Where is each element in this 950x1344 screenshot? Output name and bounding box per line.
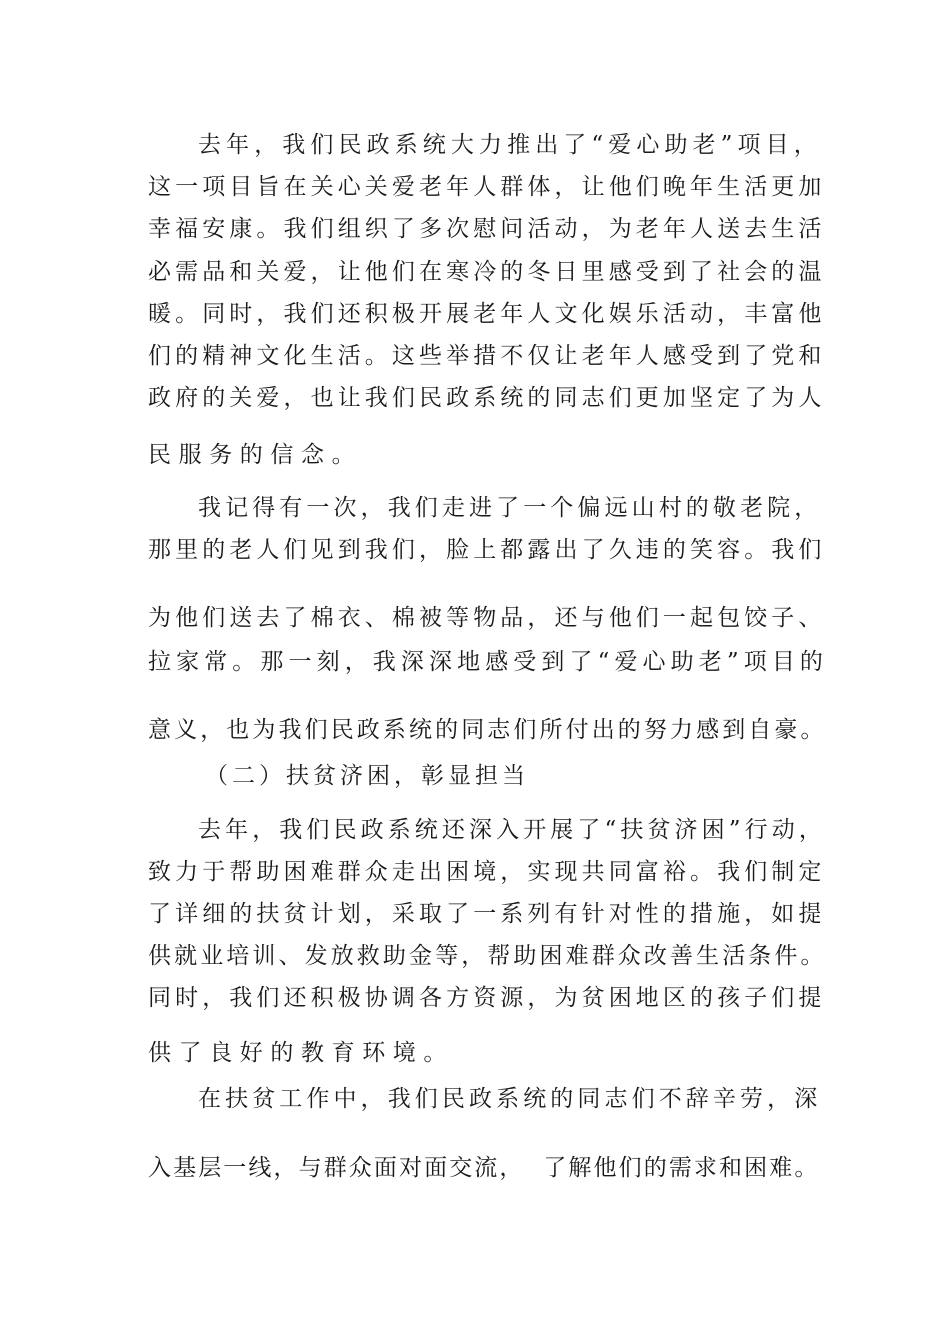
paragraph-line: 去年，我们民政系统还深入开展了“扶贫济困”行动， — [198, 817, 826, 843]
paragraph-line: 在扶贫工作中，我们民政系统的同志们不辞辛劳，深 — [198, 1086, 822, 1112]
paragraph-line: 了详细的扶贫计划，采取了一系列有针对性的措施，如提 — [148, 901, 826, 927]
paragraph-line: 民服务的信念。 — [148, 442, 363, 468]
paragraph-line: 幸福安康。我们组织了多次慰问活动，为老年人送去生活 — [148, 216, 826, 242]
paragraph-line: 供了良好的教育环境。 — [148, 1040, 454, 1066]
paragraph-line: 们的精神文化生活。这些举措不仅让老年人感受到了党和 — [148, 343, 826, 369]
paragraph-line: 那里的老人们见到我们，脸上都露出了久违的笑容。我们 — [148, 537, 826, 563]
paragraph-line: 暖。同时，我们还积极开展老年人文化娱乐活动，丰富他 — [148, 301, 826, 327]
paragraph-line: 入基层一线，与群众面对面交流， 了解他们的需求和困难。 — [148, 1155, 820, 1181]
paragraph-line: 为他们送去了棉衣、棉被等物品，还与他们一起包饺子、 — [148, 605, 826, 631]
paragraph-line: 供就业培训、发放救助金等，帮助困难群众改善生活条件。 — [148, 943, 827, 969]
paragraph-line: 致力于帮助困难群众走出困境，实现共同富裕。我们制定 — [148, 859, 826, 885]
paragraph-line: 拉家常。那一刻，我深深地感受到了“爱心助老”项目的 — [148, 649, 829, 675]
paragraph-line: 政府的关爱，也让我们民政系统的同志们更加坚定了为人 — [148, 385, 826, 411]
paragraph-line: 我记得有一次，我们走进了一个偏远山村的敬老院， — [198, 495, 822, 521]
paragraph-line: 意义，也为我们民政系统的同志们所付出的努力感到自豪。 — [148, 717, 827, 743]
paragraph-line: 这一项目旨在关心关爱老年人群体，让他们晚年生活更加 — [148, 174, 826, 200]
paragraph-line: 同时，我们还积极协调各方资源，为贫困地区的孩子们提 — [148, 985, 826, 1011]
paragraph-line: 去年，我们民政系统大力推出了“爱心助老”项目， — [198, 132, 822, 158]
paragraph-line: 必需品和关爱，让他们在寒冷的冬日里感受到了社会的温 — [148, 259, 826, 285]
section-heading: （二）扶贫济困，彰显担当 — [205, 763, 529, 789]
